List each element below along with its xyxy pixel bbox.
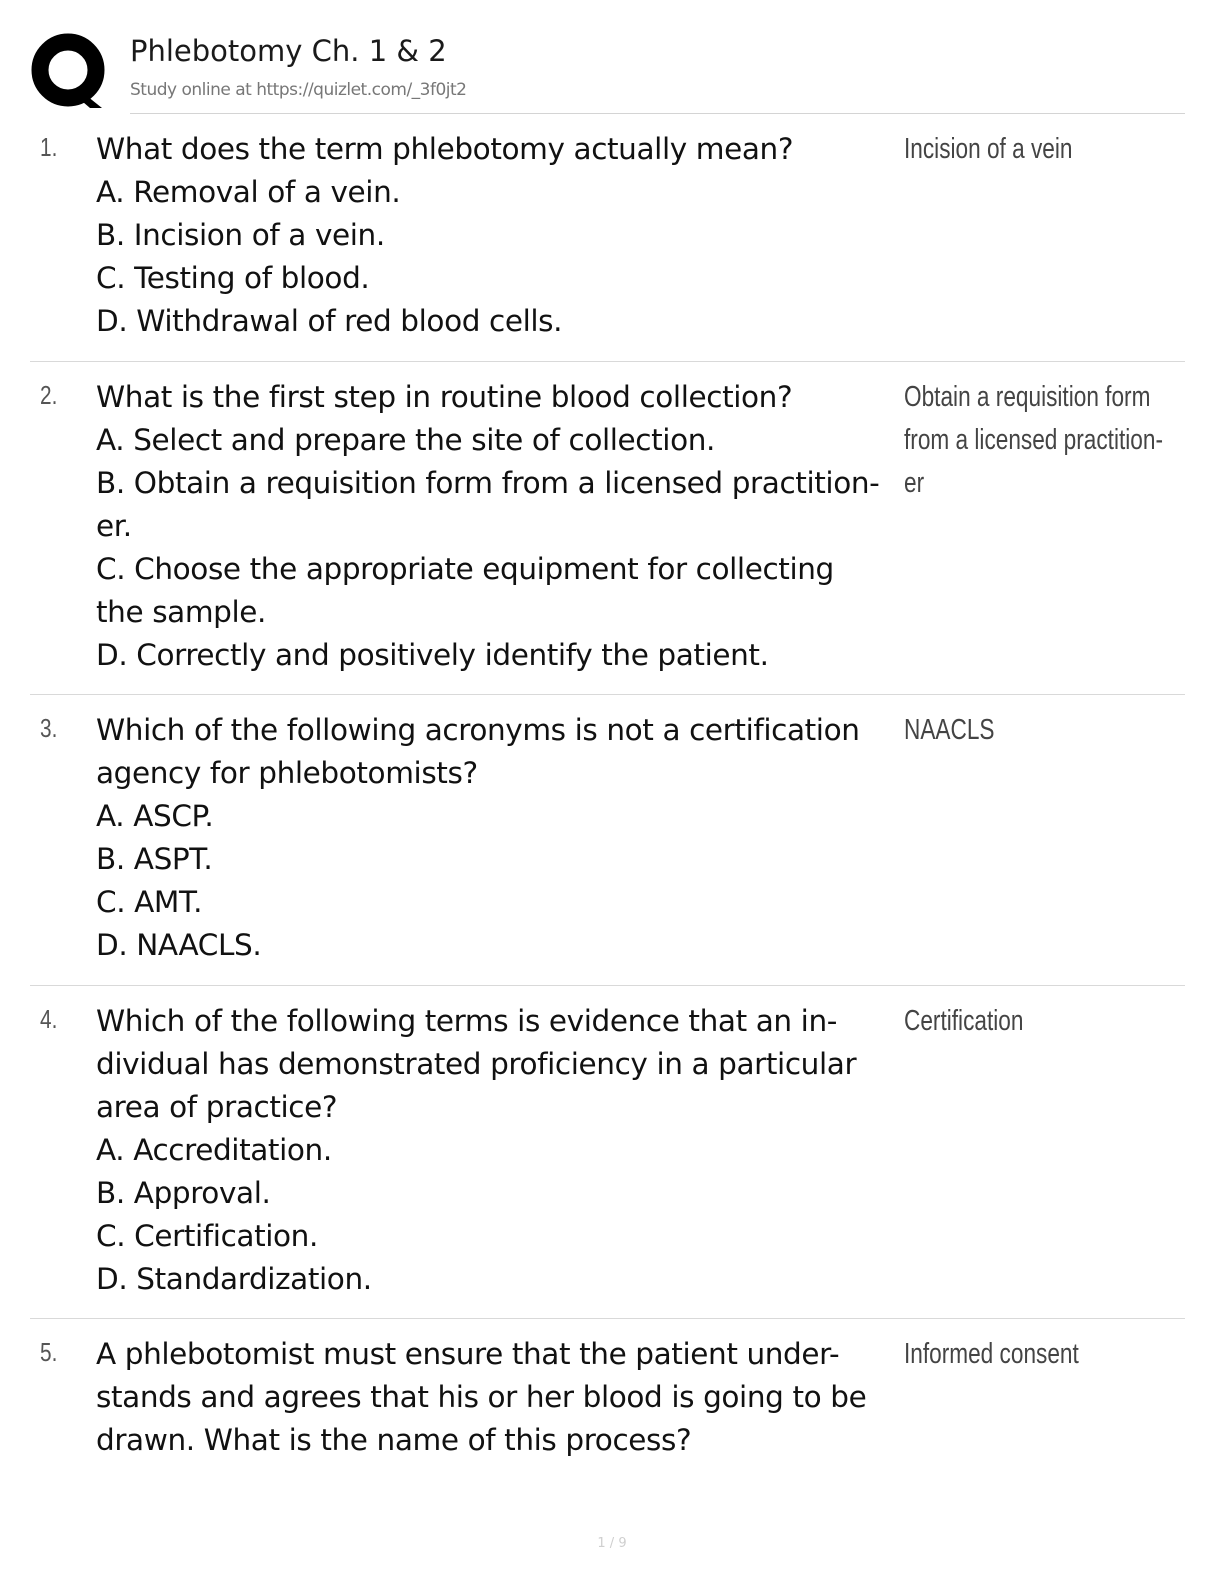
quizlet-logo-icon (30, 32, 110, 112)
question-line: stands and agrees that his or her blood is going to be (96, 1380, 867, 1414)
question-line: D. Withdrawal of red blood cells. (96, 304, 563, 338)
question-line: C. Testing of blood. (96, 261, 370, 295)
question-line: D. NAACLS. (96, 928, 262, 962)
card-question (96, 1333, 896, 1462)
flashcard (30, 986, 1185, 1319)
card-answer (904, 1000, 1184, 1043)
question-line: the sample. (96, 595, 267, 629)
page-header (30, 30, 1185, 114)
question-line: A phlebotomist must ensure that the patient under- (96, 1337, 840, 1371)
card-answer (904, 1333, 1184, 1376)
study-online-link[interactable]: Study online at https://quizlet.com/_3f0jt2 (130, 80, 467, 100)
card-number: 4. (40, 1004, 58, 1034)
question-line: B. Incision of a vein. (96, 218, 385, 252)
question-line: What is the first step in routine blood collection? (96, 380, 793, 414)
question-line: D. Correctly and positively identify the patient. (96, 638, 769, 672)
question-line: area of practice? (96, 1090, 338, 1124)
card-number: 1. (40, 132, 58, 162)
card-answer (904, 376, 1184, 505)
flashcard (30, 114, 1185, 362)
answer-line: Certification (904, 1005, 1024, 1037)
question-line: drawn. What is the name of this process? (96, 1423, 692, 1457)
answer-line: NAACLS (904, 714, 995, 746)
question-line: A. ASCP. (96, 799, 214, 833)
answer-line: Informed consent (904, 1338, 1079, 1370)
question-line: agency for phlebotomists? (96, 756, 478, 790)
question-line: Which of the following acronyms is not a certification (96, 713, 860, 747)
flashcard (30, 1319, 1185, 1489)
card-question (96, 128, 896, 343)
card-question (96, 376, 896, 677)
answer-line: Incision of a vein (904, 133, 1073, 165)
card-answer (904, 128, 1184, 171)
question-line: A. Accreditation. (96, 1133, 332, 1167)
answer-line: from a licensed practition- (904, 424, 1163, 456)
card-number: 2. (40, 380, 58, 410)
answer-line: Obtain a requisition form (904, 381, 1151, 413)
question-line: D. Standardization. (96, 1262, 372, 1296)
question-line: er. (96, 509, 132, 543)
question-line: Which of the following terms is evidence that an in- (96, 1004, 838, 1038)
question-line: B. Approval. (96, 1176, 271, 1210)
question-line: dividual has demonstrated proficiency in a particular (96, 1047, 857, 1081)
card-number: 5. (40, 1337, 58, 1367)
flashcard-list (30, 114, 1185, 1489)
flashcard (30, 362, 1185, 695)
question-line: A. Removal of a vein. (96, 175, 401, 209)
card-answer (904, 709, 1184, 752)
question-line: C. Certification. (96, 1219, 318, 1253)
page-number: 1 / 9 (597, 1536, 627, 1551)
card-question (96, 709, 896, 967)
question-line: C. AMT. (96, 885, 203, 919)
question-line: A. Select and prepare the site of collection. (96, 423, 716, 457)
question-line: C. Choose the appropriate equipment for collecting (96, 552, 834, 586)
answer-line: er (904, 467, 925, 499)
set-title: Phlebotomy Ch. 1 & 2 (130, 34, 447, 68)
question-line: B. Obtain a requisition form from a licensed practition- (96, 466, 880, 500)
question-line: What does the term phlebotomy actually mean? (96, 132, 794, 166)
flashcard (30, 695, 1185, 986)
question-line: B. ASPT. (96, 842, 213, 876)
card-question (96, 1000, 896, 1301)
card-number: 3. (40, 713, 58, 743)
